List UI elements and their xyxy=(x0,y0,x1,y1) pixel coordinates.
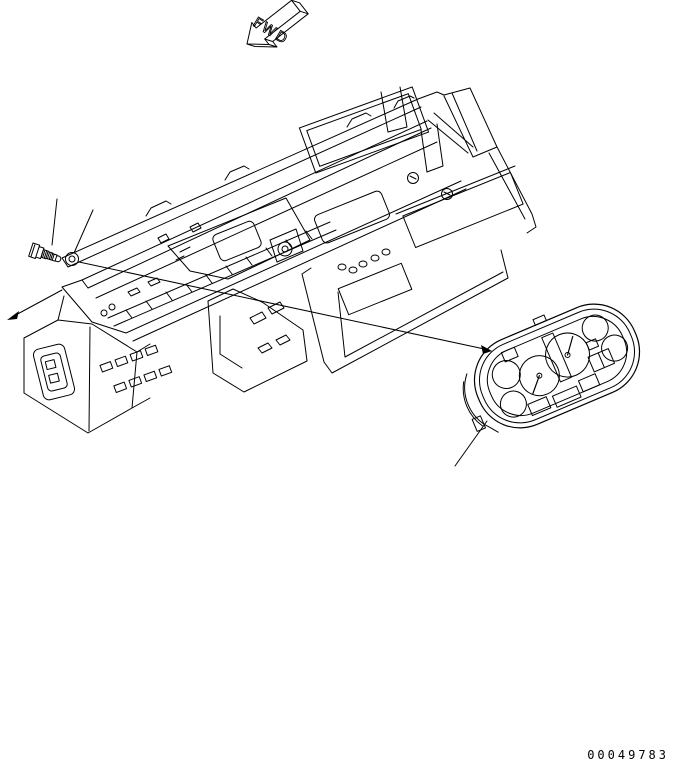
cluster-top-clip xyxy=(533,315,546,325)
panel-edge-arrowhead xyxy=(7,311,19,320)
indicator-window xyxy=(578,374,599,392)
lower-center-box xyxy=(208,289,307,392)
lower-left-box xyxy=(24,296,172,433)
screw-slots xyxy=(410,176,450,195)
panel-top-rails xyxy=(62,99,431,288)
panel-button xyxy=(338,264,346,270)
bolt-shank xyxy=(41,250,62,264)
dashboard-assembly xyxy=(24,87,536,433)
top-center-opening xyxy=(299,87,428,173)
lower-right-box xyxy=(302,249,508,373)
gauge-needle xyxy=(562,337,579,355)
fwd-arrow-icon xyxy=(247,0,308,48)
top-right-frame xyxy=(418,88,536,233)
bolt-axis-line xyxy=(79,262,489,350)
panel-button xyxy=(371,255,379,261)
bolt-part xyxy=(29,243,63,266)
cluster-leader-line xyxy=(455,421,487,466)
bolt-leader-line xyxy=(52,199,57,245)
washer-leader-line xyxy=(74,210,93,253)
indicator-window xyxy=(552,386,581,407)
right-opening-frame xyxy=(396,166,515,214)
mid-rounded-panel xyxy=(313,190,391,245)
bracket-plate-hole xyxy=(211,220,262,262)
misc-hole xyxy=(101,310,107,316)
drawing-number: 00049783 xyxy=(587,748,669,762)
fwd-label: FWD xyxy=(249,14,292,49)
misc-details xyxy=(128,223,201,296)
indicator-window xyxy=(528,397,551,416)
leader-lines xyxy=(7,199,492,466)
panel-button xyxy=(359,261,367,267)
misc-hole xyxy=(109,304,115,310)
indicator-window xyxy=(501,347,518,362)
panel-edge-leader-line xyxy=(12,290,62,317)
gauge-needle xyxy=(527,376,544,394)
instrument-cluster-part xyxy=(446,285,654,447)
panel-button xyxy=(382,249,390,255)
panel-button xyxy=(349,267,357,273)
gauge-small xyxy=(496,387,530,421)
washer-inner xyxy=(69,256,75,262)
